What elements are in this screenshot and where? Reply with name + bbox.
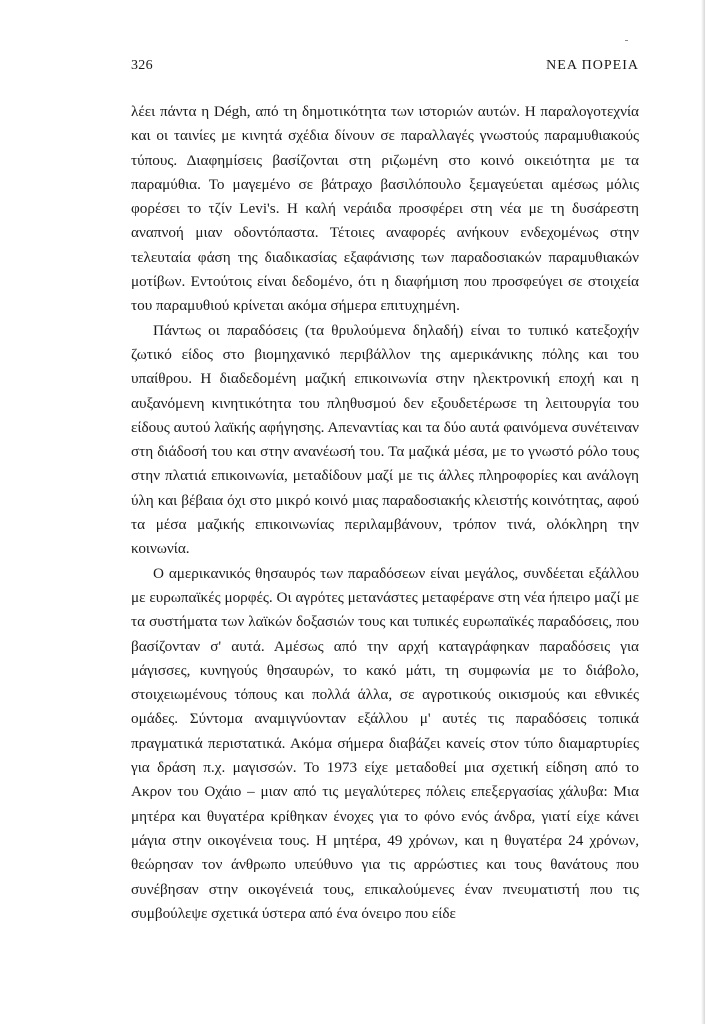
scan-artifact [625,40,628,41]
page-edge-shadow [701,0,705,1024]
paragraph: Πάντως οι παραδόσεις (τα θρυλούμενα δηλαδή) είναι το τυπικό κατεξοχήν ζωτικό είδος στο βιομηχανικό περιβάλλον της αμερικάνικης πόλης και του υπαίθρου. Η διαδεδομένη μαζική επικοινωνία στην ηλεκτρονική εποχή και η αυξανόμενη κινητικότητα του πληθυσμού δεν εξουδετέρωσε τη λειτουργία του είδους αυτού λαϊκής αφήγησης. Απεναντίας και τα δύο αυτά φαινόμενα συνέτειναν στη διάδοσή του και στην ανανέωσή του. Τα μαζικά μέσα, με το γνωστό ρόλο τους στην πλατιά επικοινωνία, μεταδίδουν μαζί με τις άλλες πληροφορίες και ανάλογη ύλη και βέβαια όχι στο μικρό κοινό μιας παραδοσιακής κλειστής κοινότητας, αφού τα μέσα μαζικής επικοινωνίας περιλαμβάνουν, τρόπον τινά, ολόκληρη την κοινωνία. [131,321,639,558]
page-header [131,58,639,80]
body-text [131,100,639,926]
page-number: 326 [131,58,153,73]
paragraph: λέει πάντα η Dégh, από τη δημοτικότητα των ιστοριών αυτών. Η παραλογοτεχνία και οι ταινίες με κινητά σχέδια δίνουν σε παραλλαγές γνωστούς παραμυθιακούς τύπους. Διαφημίσεις βασίζονται στη ριζωμένη στο κοινό οικειότητα με τα παραμύθια. Το μαγεμένο σε βάτραχο βασιλόπουλο ξεμαγεύεται αμέσως μόλις φορέσει το τζίν Levi's. Η καλή νεράιδα προσφέρει στη νέα με τη δυσάρεστη αναπνοή μιαν οδοντόπαστα. Τέτοιες αναφορές ανήκουν ενδεχομένως στην τελευταία φάση της διαδικασίας εξαφάνισης των παραδοσιακών παραμυθιακών μοτίβων. Εντούτοις είναι δεδομένο, ότι η διαφήμιση που προσφεύγει σε στοιχεία του παραμυθιού κρίνεται ακόμα σήμερα επιτυχημένη. [131,103,639,315]
paragraph: Ο αμερικανικός θησαυρός των παραδόσεων είναι μεγάλος, συνδέεται εξάλλου με ευρωπαϊκές μορφές. Οι αγρότες μετανάστες μεταφέρανε στη νέα ήπειρο μαζί με τα συστήματα των λαϊκών δοξασιών τους και τυπικές ευρωπαϊκές παραδόσεις, που βασίζονταν σ' αυτά. Αμέσως από την αρχή καταγράφηκαν παραδόσεις για μάγισσες, κυνηγούς θησαυρών, το κακό μάτι, τη συμφωνία με το διάβολο, στοιχειωμένους τόπους και πολλά άλλα, σε αγροτικούς οικισμούς και εθνικές ομάδες. Σύντομα αναμιγνύονταν εξάλλου μ' αυτές τις παραδόσεις τοπικά πραγματικά περιστατικά. Ακόμα σήμερα διαβάζει κανείς στον τύπο διαμαρτυρίες για δράση π.χ. μαγισσών. Το 1973 είχε μεταδοθεί μια σχετική είδηση από το Ακρον του Οχάιο – μιαν από τις μεγαλύτερες πόλεις επεξεργασίας χάλυβα: Μια μητέρα και θυγατέρα κρίθηκαν ένοχες για το φόνο ενός άνδρα, γιατί είχε κάνει μάγια στην οικογένεια τους. Η μητέρα, 49 χρόνων, και η θυγατέρα 24 χρόνων, θεώρησαν τον άνθρωπο υπεύθυνο για τις αρρώστιες και τους θανάτους που συνέβησαν στην οικογένειά τους, επικαλούμενες έναν πνευματιστή που τις συμβούλεψε σχετικά ύστερα από ένα όνειρο που είδε [131,564,639,922]
running-head: ΝΕΑ ΠΟΡΕΙΑ [546,58,639,73]
